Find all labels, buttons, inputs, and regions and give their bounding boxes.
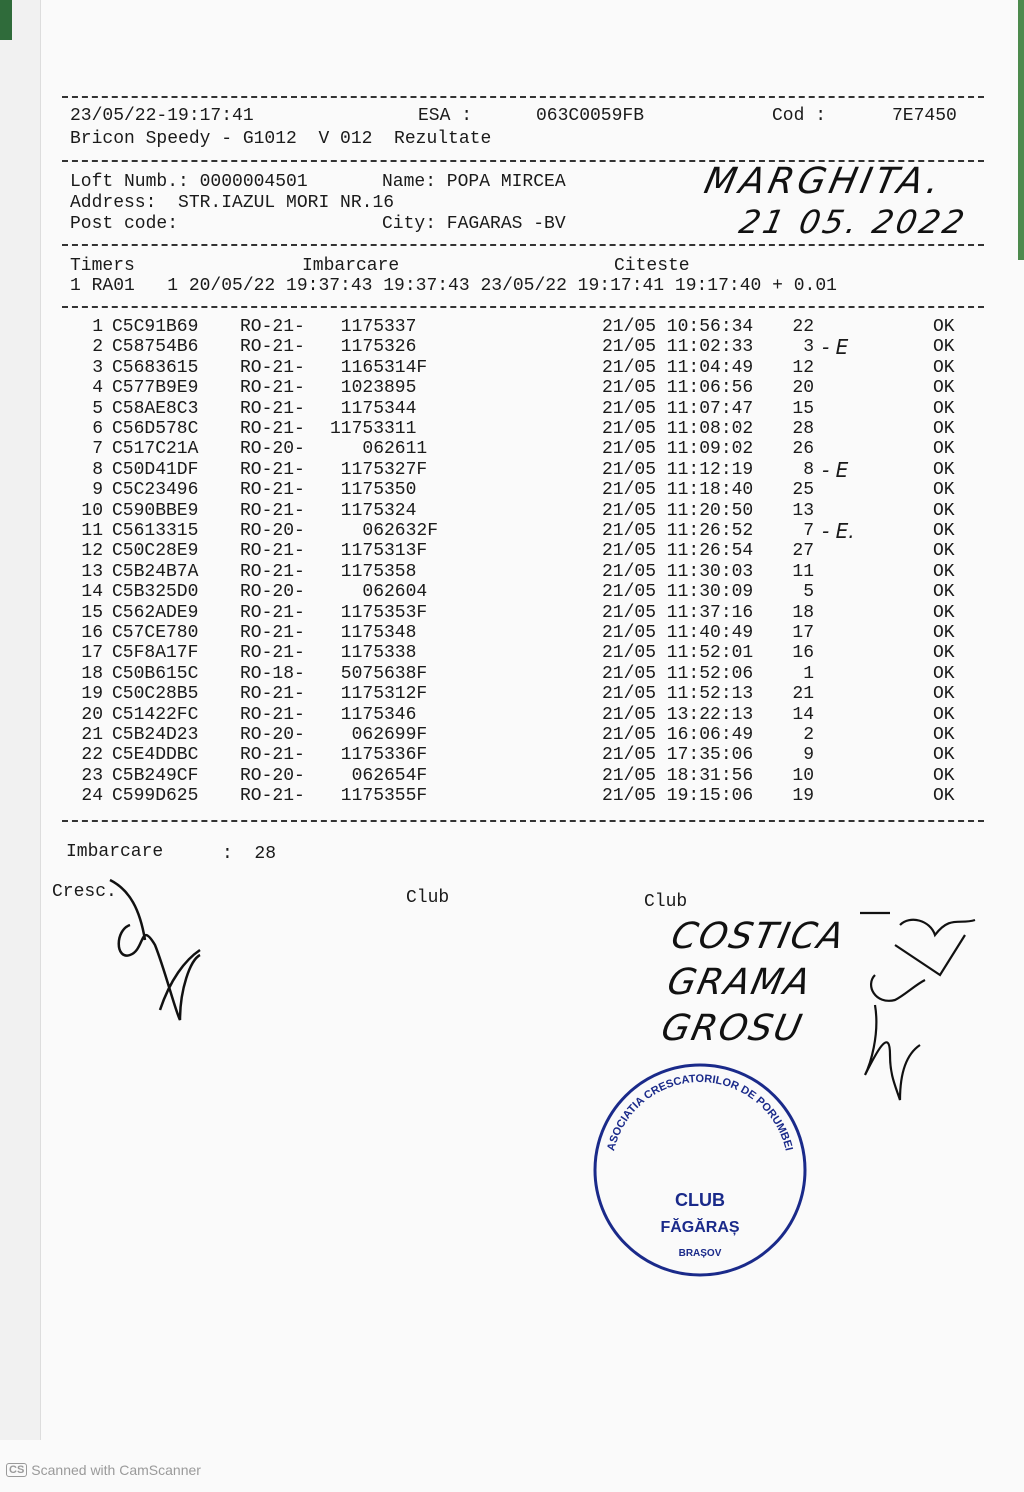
- status: OK: [933, 745, 955, 766]
- row-number: 14: [81, 582, 103, 603]
- handwritten-date: 21 05. 2022: [735, 203, 971, 241]
- basket-position: 28: [792, 419, 814, 439]
- club-signatory-2: GRAMA: [663, 962, 816, 1003]
- table-row: [0, 480, 1024, 500]
- ring-number: 1175350: [330, 480, 417, 501]
- row-number: 18: [81, 663, 103, 684]
- ring-prefix: RO-20-: [240, 521, 305, 541]
- club-signatures-marks: [860, 905, 990, 1105]
- divider: [62, 306, 984, 308]
- table-row: [0, 664, 1024, 684]
- chip-id: C5F8A17F: [112, 643, 199, 664]
- handwritten-location: MARGHITA.: [700, 161, 948, 202]
- arrival-time: 21/05 10:56:34: [602, 317, 754, 337]
- status: OK: [933, 684, 955, 705]
- ring-number: 1175326: [330, 337, 417, 358]
- ring-prefix: RO-21-: [240, 602, 305, 623]
- basket-position: 3: [803, 337, 814, 358]
- status: OK: [933, 582, 955, 603]
- row-number: 13: [81, 561, 103, 582]
- background-edge-right: [1018, 0, 1024, 260]
- row-number: 15: [81, 602, 103, 623]
- arrival-time: 21/05 13:22:13: [602, 704, 754, 725]
- ring-prefix: RO-18-: [240, 663, 305, 684]
- ring-prefix: RO-20-: [240, 725, 305, 745]
- citeste-label: Citeste: [614, 256, 690, 276]
- chip-id: C590BBE9: [112, 500, 199, 521]
- handwritten-mark: - E.: [822, 519, 855, 543]
- camscanner-watermark: [6, 1462, 201, 1478]
- club-label-2: Club: [644, 892, 688, 912]
- ring-number: 1175313F: [330, 541, 428, 562]
- ring-prefix: RO-21-: [240, 643, 305, 664]
- breeder-signature: [100, 870, 220, 1040]
- arrival-time: 21/05 11:18:40: [602, 480, 754, 501]
- ring-prefix: RO-20-: [240, 439, 305, 460]
- ring-prefix: RO-21-: [240, 419, 305, 439]
- status: OK: [933, 439, 955, 460]
- arrival-time: 21/05 11:52:01: [602, 643, 754, 664]
- watermark-text: Scanned with CamScanner: [31, 1462, 201, 1478]
- ring-prefix: RO-21-: [240, 459, 305, 480]
- ring-number: 062699F: [330, 725, 428, 745]
- arrival-time: 21/05 11:30:03: [602, 561, 754, 582]
- ring-number: 062632F: [330, 521, 439, 541]
- status: OK: [933, 419, 955, 439]
- arrival-time: 21/05 11:06:56: [602, 378, 754, 399]
- ring-number: 1175324: [330, 500, 417, 521]
- ring-prefix: RO-21-: [240, 317, 305, 337]
- basket-position: 14: [792, 704, 814, 725]
- table-row: [0, 725, 1024, 745]
- table-row: [0, 582, 1024, 602]
- cod-label: Cod :: [772, 106, 827, 126]
- status: OK: [933, 765, 955, 786]
- ring-number: 1023895: [330, 378, 417, 399]
- handwritten-mark: - E: [822, 457, 849, 482]
- arrival-time: 21/05 11:12:19: [602, 459, 754, 480]
- row-number: 4: [92, 378, 103, 399]
- basket-position: 18: [792, 602, 814, 623]
- ring-number: 1175337: [330, 317, 417, 337]
- ring-number: 062611: [330, 439, 428, 460]
- status: OK: [933, 317, 955, 337]
- ring-prefix: RO-21-: [240, 337, 305, 358]
- imbarcare-total-label: Imbarcare: [66, 842, 164, 862]
- table-row: [0, 501, 1024, 521]
- row-number: 1: [92, 317, 103, 337]
- ring-prefix: RO-21-: [240, 378, 305, 399]
- table-row: [0, 521, 1024, 541]
- ring-number: 1175336F: [330, 745, 428, 766]
- arrival-time: 21/05 11:52:06: [602, 663, 754, 684]
- ring-number: 1175312F: [330, 684, 428, 705]
- status: OK: [933, 500, 955, 521]
- imbarcare-label: Imbarcare: [302, 256, 400, 276]
- status: OK: [933, 663, 955, 684]
- city: City: FAGARAS -BV: [382, 214, 566, 234]
- ring-number: 1175338: [330, 643, 417, 664]
- row-number: 23: [81, 765, 103, 786]
- table-row: [0, 335, 1024, 360]
- club-signatory-1: COSTICA: [667, 916, 850, 957]
- table-row: [0, 399, 1024, 419]
- ring-number: 1175327F: [330, 459, 428, 480]
- table-row: [0, 378, 1024, 398]
- table-row: [0, 457, 1024, 482]
- ring-prefix: RO-21-: [240, 357, 305, 378]
- ring-prefix: RO-20-: [240, 765, 305, 786]
- basket-position: 1: [803, 663, 814, 684]
- chip-id: C5B325D0: [112, 582, 199, 603]
- row-number: 3: [92, 357, 103, 378]
- background-edge: [0, 0, 12, 40]
- basket-position: 19: [792, 786, 814, 807]
- arrival-time: 21/05 16:06:49: [602, 725, 754, 745]
- basket-position: 20: [792, 378, 814, 399]
- chip-id: C50C28B5: [112, 684, 199, 705]
- post-code: Post code:: [70, 214, 179, 234]
- table-row: [0, 684, 1024, 704]
- status: OK: [933, 521, 955, 541]
- ring-number: 1175358: [330, 561, 417, 582]
- ring-number: 5075638F: [330, 663, 428, 684]
- timers-line: 1 RA01 1 20/05/22 19:37:43 19:37:43 23/05/22 19:17:41 19:17:40 + 0.01: [70, 276, 837, 296]
- status: OK: [933, 480, 955, 501]
- report-datetime: 23/05/22-19:17:41: [70, 106, 254, 126]
- chip-id: C577B9E9: [112, 378, 199, 399]
- ring-number: 1175355F: [330, 786, 428, 807]
- chip-id: C5C91B69: [112, 317, 199, 337]
- arrival-time: 21/05 11:20:50: [602, 500, 754, 521]
- chip-id: C517C21A: [112, 439, 199, 460]
- ring-number: 062654F: [330, 765, 428, 786]
- row-number: 10: [81, 500, 103, 521]
- row-number: 20: [81, 704, 103, 725]
- row-number: 2: [92, 337, 103, 358]
- table-row: [0, 786, 1024, 806]
- chip-id: C5613315: [112, 521, 199, 541]
- ring-prefix: RO-21-: [240, 786, 305, 807]
- arrival-time: 21/05 11:37:16: [602, 602, 754, 623]
- basket-position: 11: [792, 561, 814, 582]
- arrival-time: 21/05 17:35:06: [602, 745, 754, 766]
- row-number: 11: [81, 521, 103, 541]
- status: OK: [933, 378, 955, 399]
- chip-id: C5B24B7A: [112, 561, 199, 582]
- stamp-ring-text: ASOCIATIA CRESCATORILOR DE PORUMBEI: [605, 1072, 795, 1153]
- row-number: 6: [92, 419, 103, 439]
- ring-prefix: RO-21-: [240, 480, 305, 501]
- table-row: [0, 358, 1024, 378]
- ring-number: 1175353F: [330, 602, 428, 623]
- chip-id: C5683615: [112, 357, 199, 378]
- status: OK: [933, 786, 955, 807]
- status: OK: [933, 398, 955, 419]
- row-number: 19: [81, 684, 103, 705]
- table-row: [0, 317, 1024, 337]
- chip-id: C562ADE9: [112, 602, 199, 623]
- row-number: 8: [92, 459, 103, 480]
- basket-position: 12: [792, 357, 814, 378]
- status: OK: [933, 459, 955, 480]
- stamp-bottom-text: BRAȘOV: [678, 1248, 722, 1259]
- ring-prefix: RO-21-: [240, 541, 305, 562]
- basket-position: 2: [803, 725, 814, 745]
- row-number: 9: [92, 480, 103, 501]
- status: OK: [933, 337, 955, 358]
- chip-id: C50D41DF: [112, 459, 199, 480]
- basket-position: 15: [792, 398, 814, 419]
- chip-id: C5E4DDBC: [112, 745, 199, 766]
- status: OK: [933, 643, 955, 664]
- chip-id: C51422FC: [112, 704, 199, 725]
- timers-label: Timers: [70, 256, 135, 276]
- chip-id: C5B24D23: [112, 725, 199, 745]
- table-row: [0, 562, 1024, 582]
- table-row: [0, 419, 1024, 439]
- row-number: 21: [81, 725, 103, 745]
- chip-id: C5C23496: [112, 480, 199, 501]
- chip-id: C50B615C: [112, 663, 199, 684]
- row-number: 22: [81, 745, 103, 766]
- basket-position: 25: [792, 480, 814, 501]
- ring-number: 1165314F: [330, 357, 428, 378]
- basket-position: 21: [792, 684, 814, 705]
- chip-id: C56D578C: [112, 419, 199, 439]
- club-signatory-3: GROSU: [657, 1008, 807, 1049]
- row-number: 24: [81, 786, 103, 807]
- divider: [62, 244, 984, 246]
- chip-id: C5B249CF: [112, 765, 199, 786]
- esa-label: ESA :: [418, 106, 473, 126]
- basket-position: 27: [792, 541, 814, 562]
- stamp-center-1: CLUB: [675, 1190, 725, 1210]
- ring-prefix: RO-21-: [240, 745, 305, 766]
- ring-prefix: RO-20-: [240, 582, 305, 603]
- ring-number: 1175348: [330, 623, 417, 643]
- table-row: [0, 439, 1024, 459]
- arrival-time: 21/05 11:40:49: [602, 623, 754, 643]
- arrival-time: 21/05 11:07:47: [602, 398, 754, 419]
- arrival-time: 21/05 11:09:02: [602, 439, 754, 460]
- status: OK: [933, 725, 955, 745]
- table-row: [0, 541, 1024, 561]
- basket-position: 16: [792, 643, 814, 664]
- handwritten-mark: - E: [822, 335, 849, 360]
- ring-prefix: RO-21-: [240, 398, 305, 419]
- address: Address: STR.IAZUL MORI NR.16: [70, 193, 395, 213]
- ring-number: 1175346: [330, 704, 417, 725]
- cod-value: 7E7450: [892, 106, 957, 126]
- ring-number: 062604: [330, 582, 428, 603]
- status: OK: [933, 704, 955, 725]
- status: OK: [933, 561, 955, 582]
- table-row: [0, 766, 1024, 786]
- chip-id: C58AE8C3: [112, 398, 199, 419]
- arrival-time: 21/05 11:26:52: [602, 521, 754, 541]
- basket-position: 22: [792, 317, 814, 337]
- arrival-time: 21/05 11:02:33: [602, 337, 754, 358]
- status: OK: [933, 623, 955, 643]
- cresc-label: Cresc.: [52, 882, 117, 902]
- status: OK: [933, 541, 955, 562]
- chip-id: C50C28E9: [112, 541, 199, 562]
- ring-prefix: RO-21-: [240, 623, 305, 643]
- ring-prefix: RO-21-: [240, 561, 305, 582]
- chip-id: C599D625: [112, 786, 199, 807]
- ring-number: 1175344: [330, 398, 417, 419]
- basket-position: 13: [792, 500, 814, 521]
- club-stamp: [590, 1060, 810, 1280]
- chip-id: C57CE780: [112, 623, 199, 643]
- camscanner-logo-icon: CS: [6, 1463, 27, 1477]
- table-row: [0, 745, 1024, 765]
- row-number: 5: [92, 398, 103, 419]
- imbarcare-total-value: : 28: [222, 844, 277, 864]
- arrival-time: 21/05 11:30:09: [602, 582, 754, 603]
- status: OK: [933, 357, 955, 378]
- arrival-time: 21/05 18:31:56: [602, 765, 754, 786]
- status: OK: [933, 602, 955, 623]
- table-row: [0, 623, 1024, 643]
- svg-text:ASOCIATIA CRESCATORILOR DE POR: [605, 1073, 795, 1152]
- row-number: 16: [81, 623, 103, 643]
- table-row: [0, 603, 1024, 623]
- device-line: Bricon Speedy - G1012 V 012 Rezultate: [70, 129, 492, 149]
- basket-position: 8: [803, 459, 814, 480]
- basket-position: 5: [803, 582, 814, 603]
- esa-value: 063C0059FB: [536, 106, 645, 126]
- owner-name: Name: POPA MIRCEA: [382, 172, 566, 192]
- divider: [62, 820, 984, 822]
- ring-prefix: RO-21-: [240, 684, 305, 705]
- ring-prefix: RO-21-: [240, 500, 305, 521]
- chip-id: C58754B6: [112, 337, 199, 358]
- loft-number: Loft Numb.: 0000004501: [70, 172, 308, 192]
- arrival-time: 21/05 11:08:02: [602, 419, 754, 439]
- basket-position: 17: [792, 623, 814, 643]
- arrival-time: 21/05 11:52:13: [602, 684, 754, 705]
- basket-position: 9: [803, 745, 814, 766]
- table-row: [0, 705, 1024, 725]
- stamp-center-2: FĂGĂRAȘ: [660, 1219, 740, 1236]
- table-row: [0, 643, 1024, 663]
- arrival-time: 21/05 11:26:54: [602, 541, 754, 562]
- basket-position: 10: [792, 765, 814, 786]
- row-number: 7: [92, 439, 103, 460]
- club-label-1: Club: [406, 888, 450, 908]
- row-number: 12: [81, 541, 103, 562]
- ring-prefix: RO-21-: [240, 704, 305, 725]
- ring-number: 11753311: [330, 419, 417, 439]
- basket-position: 7: [803, 521, 814, 541]
- arrival-time: 21/05 19:15:06: [602, 786, 754, 807]
- row-number: 17: [81, 643, 103, 664]
- basket-position: 26: [792, 439, 814, 460]
- arrival-time: 21/05 11:04:49: [602, 357, 754, 378]
- divider: [62, 96, 984, 98]
